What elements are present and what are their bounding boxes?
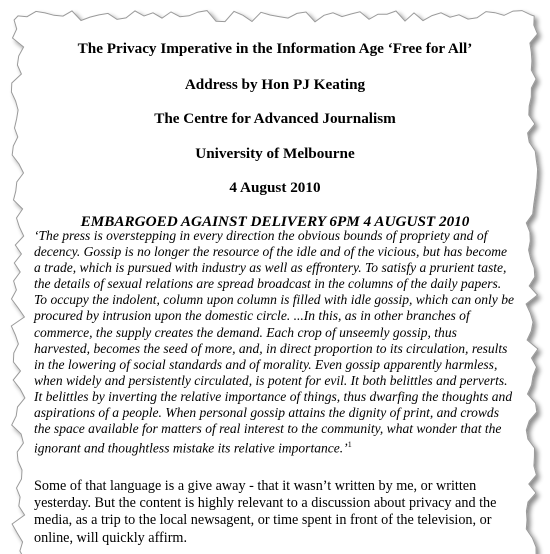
body-paragraph: Some of that language is a give away - that it wasn’t written by me, or written yesterday. But the content is highly relevant to a discussion about privacy and the media, as a trip to the local newsagent, or time spent in front of the television, or online, will quickly affirm. [34,478,497,546]
document-page [30,30,520,554]
document-title: The Privacy Imperative in the Information Age ‘Free for All’ [77,40,473,57]
embargo-notice: EMBARGOED AGAINST DELIVERY 6PM 4 AUGUST 2010 [80,213,470,230]
opening-quote [34,228,516,457]
document-date: 4 August 2010 [229,179,321,196]
document-venue: The Centre for Advanced Journalism [154,110,396,127]
quote-text: ‘The press is overstepping in every direction the obvious bounds of propriety and of decency. Gossip is no longer the resource of the idle and of the vicious, but has become a trade, which is pursued with industry as well as effrontery. To satisfy a prurient taste, the details of sexual relations are spread broadcast in the columns of the daily papers. To occupy the indolent, column upon column is filled with idle gossip, which can only be procured by intrusion upon the domestic circle. ...In this, as in other branches of commerce, the supply creates the demand. Each crop of unseemly gossip, thus harvested, becomes the seed of more, and, in direct proportion to its circulation, results in the lowering of social standards and of morality. Even gossip apparently harmless, when widely and persistently circulated, is potent for evil. It both belittles and perverts. It belittles by inverting the relative importance of things, thus dwarfing the thoughts and aspirations of a people. When personal gossip attains the dignity of print, and crowds the space available for matters of real interest to the community, what wonder that the ignorant and thoughtless mistake its relative importance.’ [34,228,514,456]
document-byline: Address by Hon PJ Keating [184,76,366,93]
document-institution: University of Melbourne [195,145,355,162]
footnote-marker: 1 [347,440,352,450]
